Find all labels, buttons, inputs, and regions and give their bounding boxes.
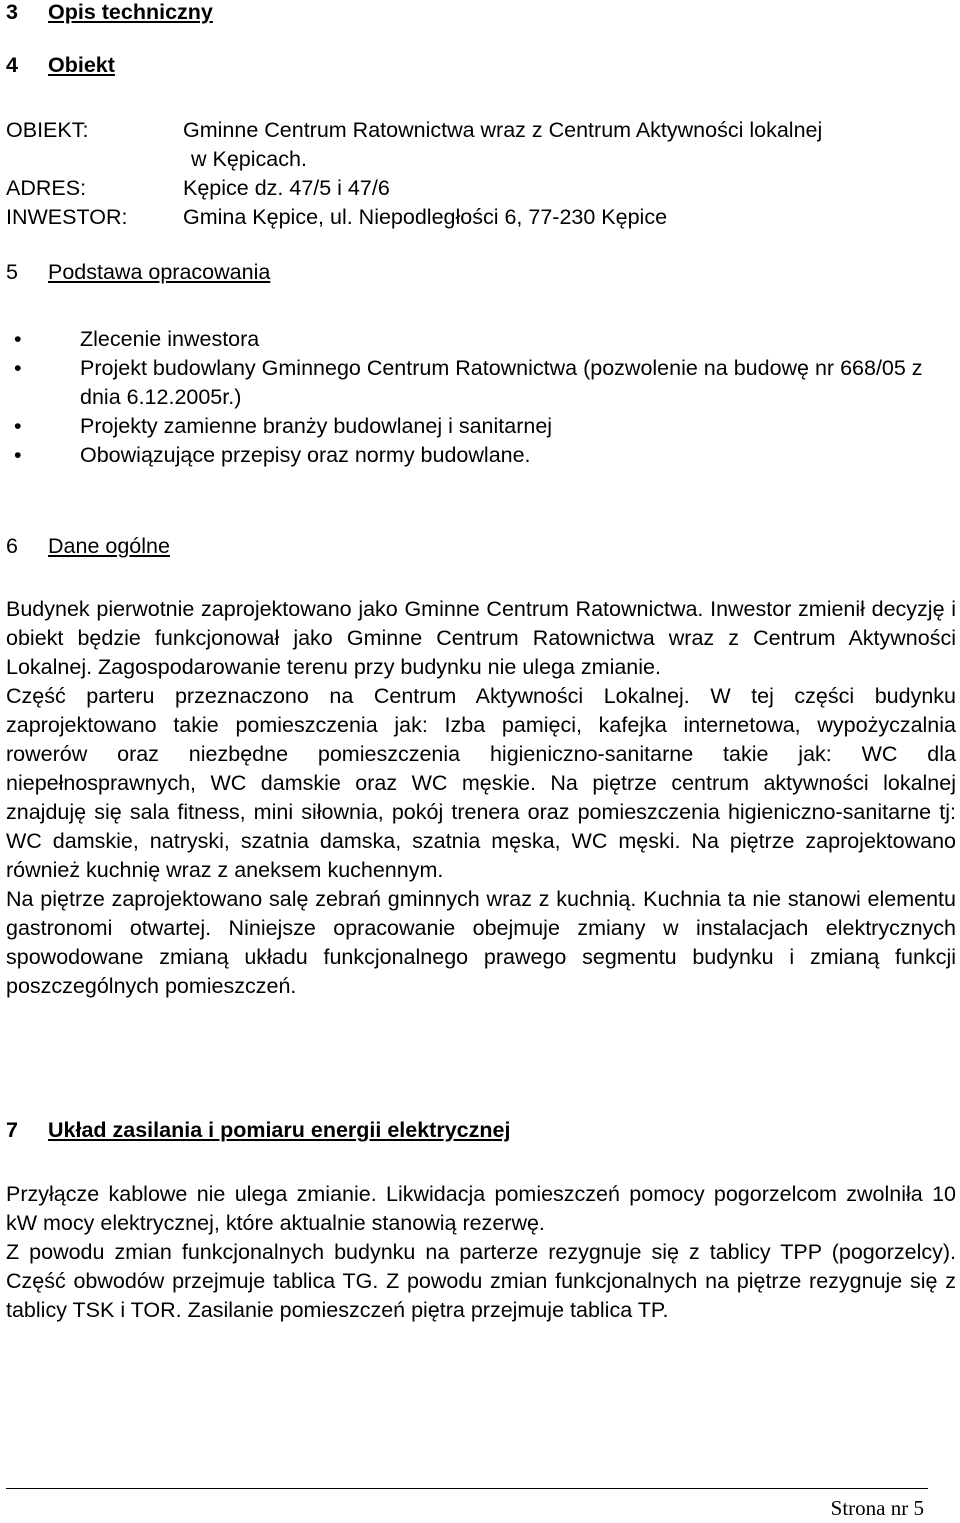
list-item [6,441,956,470]
list-item-text: Projekt budowlany Gminnego Centrum Ratownictwa (pozwolenie na budowę nr 668/05 z dnia 6.12.2005r.) [80,356,923,409]
list-item-text: Projekty zamienne branży budowlanej i sanitarnej [80,414,553,438]
obiekt-label: OBIEKT: [6,118,89,142]
footer-divider [6,1488,928,1489]
obiekt-value-continued: w Kępicach. [191,147,307,171]
heading-number: 7 [6,1118,18,1142]
inwestor-value: Gmina Kępice, ul. Niepodległości 6, 77-230 Kępice [183,205,668,229]
bullet-icon: • [14,443,22,467]
object-info [6,116,956,232]
bullet-icon: • [14,414,22,438]
heading-text: Podstawa opracowania [48,260,271,284]
inwestor-label: INWESTOR: [6,205,128,229]
heading-text: Obiekt [48,53,115,77]
list-item [6,412,956,441]
paragraph: Budynek pierwotnie zaprojektowano jako Gminne Centrum Ratownictwa. Inwestor zmienił decyzję i obiekt będzie funkcjonował jako Gminne Centrum Ratownictwa wraz z Centrum Aktywności Lokalnej. Zagospodarowanie terenu przy budynku nie ulega zmianie. [6,597,956,679]
list-item [6,354,956,412]
page-number: Strona nr 5 [830,1496,924,1520]
bullet-icon: • [14,327,22,351]
paragraph: Z powodu zmian funkcjonalnych budynku na parterze rezygnuje się z tablicy TPP (pogorzelcy). Część obwodów przejmuje tablica TG. Z powodu zmian funkcjonalnych na piętrze rezygnuje się z tablicy TSK i TOR. Zasilanie pomieszczeń piętra przejmuje tablica TP. [6,1240,956,1322]
paragraph: Przyłącze kablowe nie ulega zmianie. Likwidacja pomieszczeń pomocy pogorzelcom zwolniła 10 kW mocy elektrycznej, które aktualnie stanowią rezerwę. [6,1182,956,1235]
heading-podstawa-opracowania [6,258,270,287]
basis-list [6,325,956,470]
bullet-icon: • [14,356,22,380]
power-section [6,1180,956,1325]
general-section [6,595,956,1001]
adres-value: Kępice dz. 47/5 i 47/6 [183,176,390,200]
paragraph: Na piętrze zaprojektowano salę zebrań gminnych wraz z kuchnią. Kuchnia ta nie stanowi elementu gastronomi otwartej. Niniejsze opracowanie obejmuje zmiany w instalacjach elektrycznych spowodowane zmianą układu funkcjonalnego prawego segmentu budynku i zmianą funkcji poszczególnych pomieszczeń. [6,887,956,998]
heading-uklad-zasilania [6,1116,510,1145]
heading-text: Dane ogólne [48,534,170,558]
obiekt-value: Gminne Centrum Ratownictwa wraz z Centrum Aktywności lokalnej [183,118,823,142]
adres-label: ADRES: [6,176,87,200]
list-item-text: Obowiązujące przepisy oraz normy budowlane. [80,443,531,467]
heading-number: 5 [6,260,18,284]
heading-text: Układ zasilania i pomiaru energii elektrycznej [48,1118,511,1142]
heading-obiekt [6,51,115,80]
heading-number: 4 [6,53,18,77]
list-item [6,325,956,354]
list-item-text: Zlecenie inwestora [80,327,260,351]
paragraph: Część parteru przeznaczono na Centrum Aktywności Lokalnej. W tej części budynku zaprojektowano takie pomieszczenia jak: Izba pamięci, kafejka internetowa, wypożyczalnia rowerów oraz niezbędne pomieszczenia higieniczno-sanitarne takie jak: WC dla niepełnosprawnych, WC damskie oraz WC męskie. Na piętrze centrum aktywności lokalnej znajduję się sala fitness, mini siłownia, pokój trenera oraz pomieszczenia higieniczno-sanitarne tj: WC damskie, natryski, szatnia damska, szatnia męska, WC męski. Na piętrze zaprojektowano również kuchnię wraz z aneksem kuchennym. [6,684,956,882]
heading-number: 3 [6,0,18,24]
heading-opis-techniczny [6,0,213,27]
heading-text: Opis techniczny [48,0,213,24]
heading-number: 6 [6,534,18,558]
heading-dane-ogolne [6,532,170,561]
